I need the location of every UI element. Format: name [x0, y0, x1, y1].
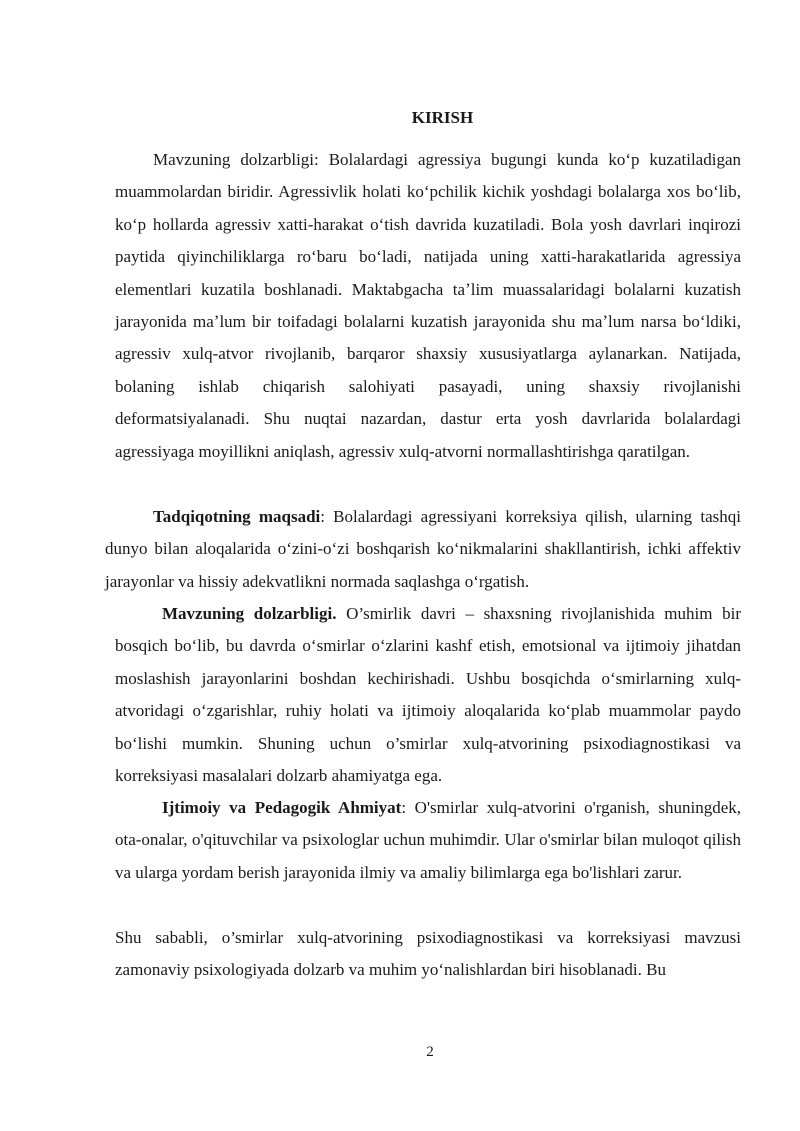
paragraph-text: O’smirlik davri – shaxsning rivojlanishida muhim bir bosqich boʻlib, bu davrda oʻsmirlar oʻzlarini kashf etish, emotsional va ijtimoiy jihatdan moslashish jarayonlarini boshdan kechirishadi. Ushbu bosqichda oʻsmirlarning xulq-atvoridagi oʻzgarishlar, ruhiy holati va ijtimoiy aloqalarida koʻplab muammolar paydo boʻlishi mumkin. Shuning uchun o’smirlar xulq-atvorining psixodiagnostikasi va korreksiyasi masalalari dolzarb ahamiyatga ega. [115, 604, 741, 786]
paragraph-conclusion [115, 922, 741, 987]
paragraph-text: Mavzuning dolzarbligi: Bolalardagi agressiya bugungi kunda koʻp kuzatiladigan muammolardan biridir. Agressivlik holati koʻpchilik kichik yoshdagi bolalarga xos boʻlib, koʻp hollarda agressiv xatti-harakat oʻtish davrida kuzatiladi. Bola yosh davrlari inqirozi paytida qiyinchiliklarga roʻbaru boʻladi, natijada uning xatti-harakatlarida agressiya elementlari kuzatila boshlanadi. Maktabgacha taʼlim muassalaridagi bolalarni kuzatish jarayonida maʼlum bir toifadagi bolalarni kuzatish jarayonida shu maʼlum narsa boʻldiki, agressiv xulq-atvor rivojlanib, barqaror shaxsiy xususiyatlarga aylanarkan. Natijada, bolaning ishlab chiqarish salohiyati pasayadi, uning shaxsiy rivojlanishi deformatsiyalanadi. Shu nuqtai nazardan, dastur erta yosh davrlarida bolalardagi agressiyaga moyillikni aniqlash, agressiv xulq-atvorni normallashtirishga qaratilgan. [115, 150, 741, 461]
paragraph-text: : Bolalardagi agressiyani korreksiya qilish, ularning tashqi dunyo bilan aloqalarida oʻzini-oʻzi boshqarish koʻnikmalarini shakllantirish, ichki affektiv jarayonlar va hissiy adekvatlikni normada saqlashga oʻrgatish. [105, 507, 741, 591]
paragraph-research-goal [105, 501, 741, 598]
paragraph-text: : O'smirlar xulq-atvorini o'rganish, shuningdek, ota-onalar, o'qituvchilar va psixologlar uchun muhimdir. Ular o'smirlar bilan muloqot qilish va ularga yordam berish jarayonida ilmiy va amaliy bilimlarga ega bo'lishlari zarur. [115, 798, 741, 882]
page-title: KIRISH [411, 108, 474, 127]
paragraph-intro [115, 144, 741, 468]
paragraph-lead: Ijtimoiy va Pedagogik Ahmiyat [162, 798, 402, 817]
paragraph-relevance [115, 598, 741, 792]
page-number: 2 [426, 1044, 434, 1060]
paragraph-significance [115, 792, 741, 889]
paragraph-lead: Tadqiqotning maqsadi [153, 507, 321, 526]
paragraph-text: Shu sababli, o’smirlar xulq-atvorining psixodiagnostikasi va korreksiyasi mavzusi zamonaviy psixologiyada dolzarb va muhim yoʻnalishlardan biri hisoblanadi. Bu [115, 928, 741, 980]
paragraph-lead: Mavzuning dolzarbligi. [162, 604, 337, 623]
